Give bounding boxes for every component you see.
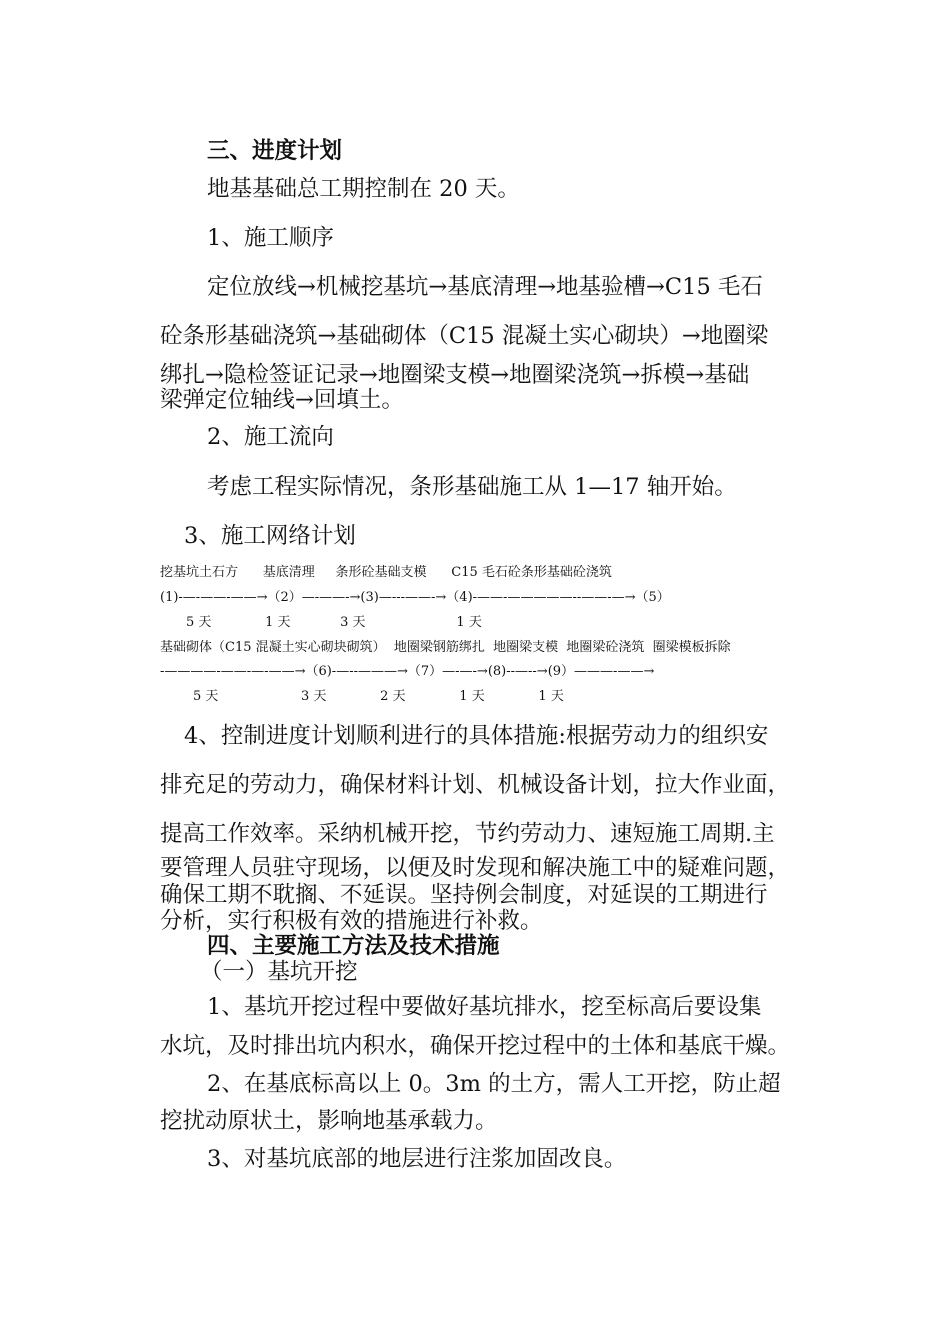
item4-line-5: 确保工期不耽搁、不延误。坚持例会制度，对延误的工期进行 (160, 882, 768, 908)
excavation-p1-line-2: 水坑，及时排出坑内积水，确保开挖过程中的土体和基底干燥。 (160, 1033, 791, 1059)
network-row2-arrows: -————-——-—-——→（6)-—--———→（7）—-—-→(8)--—--→(9）———-——→ (160, 664, 655, 679)
item4-line-3: 提高工作效率。采纳机械开挖，节约劳动力、速短施工周期.主 (160, 821, 775, 847)
total-duration-text: 地基基础总工期控制在 20 天。 (207, 176, 520, 202)
network-row1-days: 5 天 1 天 3 天 1 天 (186, 615, 482, 630)
network-row2-days: 5 天 3 天 2 天 1 天 1 天 (193, 689, 564, 704)
section-heading-construction-methods: 四、主要施工方法及技术措施 (207, 933, 500, 959)
network-row1-labels: 挖基坑土石方 基底清理 条形砼基础支模 C15 毛石砼条形基础砼浇筑 (160, 565, 612, 580)
network-row1-arrows: (1)-—-——-——→（2）—-——-→(3)—---——-→（4)-——-—————--——-—→（5） (160, 590, 670, 605)
item4-line-4: 要管理人员驻守现场，以便及时发现和解决施工中的疑难问题， (160, 855, 791, 881)
sequence-line-3: 绑扎→隐检签证记录→地圈梁支模→地圈梁浇筑→拆模→基础 (160, 362, 750, 388)
flow-direction-text: 考虑工程实际情况，条形基础施工从 1—17 轴开始。 (207, 474, 737, 500)
sequence-line-2: 砼条形基础浇筑→基础砌体（C15 混凝土实心砌块）→地圈梁 (160, 323, 769, 349)
item2-title: 2、施工流向 (207, 424, 334, 450)
item4-line-6: 分析，实行积极有效的措施进行补救。 (160, 908, 543, 934)
item4-line-1: 4、控制进度计划顺利进行的具体措施:根据劳动力的组织安 (184, 723, 769, 749)
network-row2-labels: 基础砌体（C15 混凝土实心砌块砌筑） 地圈梁钢筋绑扎 地圈梁支模 地圈梁砼浇筑 圈梁模板拆除 (160, 640, 731, 655)
item3-title: 3、施工网络计划 (184, 523, 356, 549)
subsection-pit-excavation: （一）基坑开挖 (200, 959, 358, 985)
item1-title: 1、施工顺序 (207, 225, 334, 251)
excavation-p2-line-1: 2、在基底标高以上 0。3m 的土方，需人工开挖，防止超 (207, 1071, 781, 1097)
section-heading-progress-plan: 三、进度计划 (207, 138, 343, 164)
excavation-p3: 3、对基坑底部的地层进行注浆加固改良。 (207, 1146, 627, 1172)
sequence-line-4: 梁弹定位轴线→回填土。 (160, 387, 404, 413)
sequence-line-1: 定位放线→机械挖基坑→基底清理→地基验槽→C15 毛石 (207, 274, 763, 300)
item4-line-2: 排充足的劳动力，确保材料计划、机械设备计划，拉大作业面， (160, 772, 791, 798)
excavation-p1-line-1: 1、基坑开挖过程中要做好基坑排水，挖至标高后要设集 (207, 994, 762, 1020)
excavation-p2-line-2: 挖扰动原状土，影响地基承载力。 (160, 1108, 498, 1134)
